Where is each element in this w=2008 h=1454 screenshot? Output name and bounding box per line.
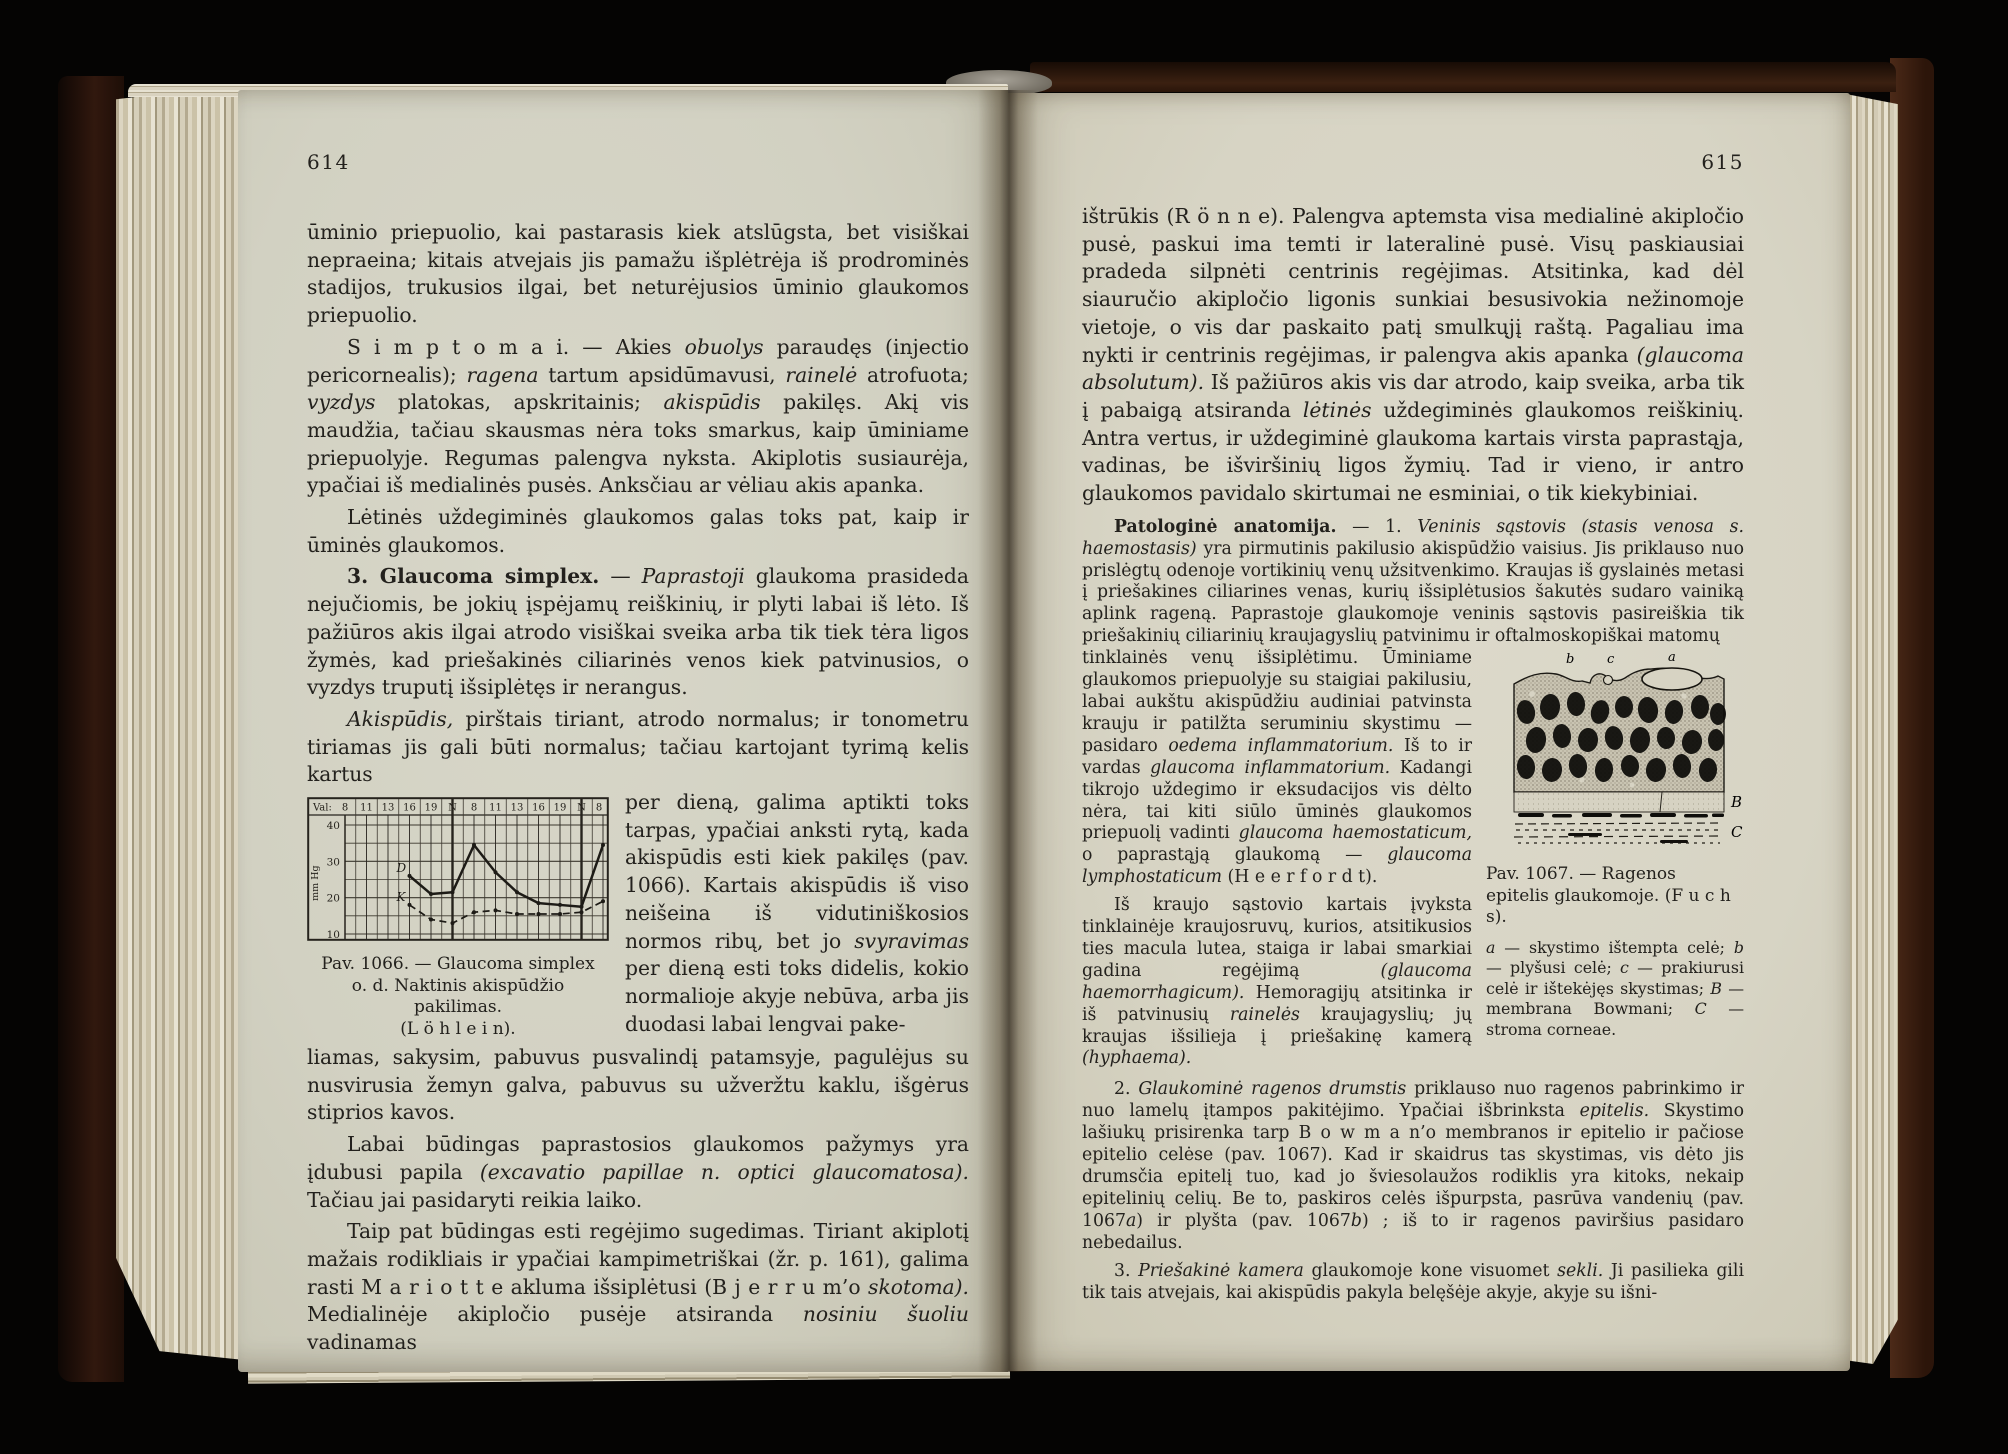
- paragraph-ragenos-drumstis: 2. Glaukominė ragenos drumstis priklauso nuo ragenos pabrinkimo ir nuo lamelų įtampos pakitėjimo. Ypačiai išbrinksta epitelis. Skystimo lašiukų prisirenka tarp B o w m a n’o membranos ir epitelio ir pačiose epitelio celėse (pav. 1067). Kad ir skaidrus tas skystimas, vis dėto jis drumsčia epitelį tuo, kad jo šviesolaužos rodiklis yra kitoks, nekaip epitelinių celių. Be to, paskiros celės išpurpsta, pasrūva vandenių (pav. 1067a) ir plyšta (pav. 1067b) ; iš to ir ragenos paviršius pasidaro nebedailus.: [1082, 1079, 1745, 1253]
- svg-text:8: 8: [595, 802, 603, 814]
- paragraph: Akispūdis, pirštais tiriant, atrodo normalus; ir tonometru tiriamas jis gali būti normalus; tačiau kartojant tyrimą kelis kartus: [307, 706, 969, 787]
- svg-text:40: 40: [326, 820, 340, 833]
- svg-text:11: 11: [360, 802, 373, 814]
- pav-1066-tension-chart: [307, 797, 609, 941]
- paragraph: Labai būdingas paprastosios glaukomos pažymys yra įdubusi papila (excavatio papillae n. optici glaucomatosa). Tačiau jai pasidaryti reikia laiko.: [307, 1132, 969, 1212]
- page-number-left: 614: [307, 150, 350, 174]
- book-cover-top-edge: [1030, 62, 1896, 92]
- paragraph: tinklainės venų išsiplėtimu. Ūminiame glaukomos priepuolyje su staigiai pakilusiu, labai aukštu akispūdžiu audiniai patvinsta krauju ir patilžta seruminiu skystimu — pasidaro oedema inflammatorium. Iš to ir vardas glaucoma inflammatorium. Kadangi tikrojo uždegimo ir eksudacijos vis dėlto nėra, tai kiti siūlo ūminės glaukomos priepuolį vadinti glaucoma haemostaticum, o paprastąją glaukomą — glaucoma lymphostaticum (H e e r f o r d t).: [1082, 648, 1472, 888]
- svg-text:30: 30: [326, 856, 340, 869]
- perforated-cell-c: [1604, 676, 1613, 685]
- label-c-icon: c: [1607, 652, 1615, 668]
- label-C-icon: C: [1731, 823, 1743, 842]
- paragraph: ištrūkis (R ö n n e). Palengva aptemsta visa medialinė akipločio pusė, paskui ima temti ir lateralinė pusė. Visų paskiausiai pradeda silpnėti centrinis regėjimas. Atsitinka, kad dėl siauručio akipločio ligonis sunkiai besusivokia nežinomoje vietoje, o vis dar paskaito patį smulkųjį raštą. Pagaliau ima nykti ir centrinis regėjimas, ir palengva akis apanka (glaucoma absolutum). Iš pažiūros akis vis dar atrodo, kaip sveika, arba tik į pabaigą atsiranda lėtinės uždegiminės glaukomos reiškinių. Antra vertus, ir uždegiminė glaukoma kartais virsta paprastąja, vadinas, be išviršinių ligos žymių. Tad ir vieno, ir antro glaukomos pavidalo skirtumai ne esminiai, o tik kiekybiniai.: [1082, 204, 1744, 506]
- page-stack-left: [116, 84, 244, 1360]
- paragraph: ūminio priepuolio, kai pastarasis kiek atslūgsta, bet visiškai nepraeina; kitais atvejais jis pamažu išplėtrėja iš prodrominės stadijos, trukusios ilgai, bet neturėjusios ūminio glaukomos priepuolio.: [307, 220, 969, 328]
- paragraph-simptomai: S i m p t o m a i. — Akies obuolys paraudęs (injectio pericornealis); ragena tartum apsidūmavusi, rainelė atrofuota; vyzdys platokas, apskritainis; akispūdis pakilęs. Akį vis maudžia, tačiau skausmas nėra toks smarkus, kaip ūminiame priepuolyje. Regumas palengva nyksta. Akiplotis susiaurėja, ypačiai iš medialinės pusės. Anksčiau ar vėliau akis apanka.: [307, 334, 969, 498]
- figure-1067-caption: Pav. 1067. — Ragenos epitelis glaukomoje. (F u c h s).: [1486, 864, 1731, 928]
- svg-text:19: 19: [553, 802, 567, 814]
- label-B-icon: B: [1731, 793, 1743, 812]
- svg-text:D: D: [396, 860, 407, 875]
- pathology-section: [1082, 517, 1744, 1071]
- stroma-rows: [1514, 823, 1724, 843]
- membrane-underline-dashes: [1518, 813, 1724, 818]
- paragraph-priesakine-kamera: 3. Priešakinė kamera glaukomoje kone visuomet sekli. Ji pasilieka gili tik tais atvejais, kai akispūdis pakyla belęšėje akyje, akyje su išni-: [1082, 1260, 1744, 1303]
- bowman-membrane-band: [1514, 792, 1724, 812]
- svg-text:11: 11: [489, 802, 502, 814]
- figure-1066: [307, 797, 609, 1040]
- paragraph: liamas, sakysim, pabuvus pusvalindį patamsyje, pagulėjus su nusvirusia žemyn galva, pabuvus su užveržtu kaklu, išgėrus stiprios kavos.: [307, 1045, 969, 1125]
- figure-1067: [1486, 652, 1744, 1040]
- caption-line: o. d. Naktinis akispūdžio pakilimas.: [351, 975, 565, 1018]
- book-gutter-shadow: [978, 90, 1038, 1372]
- stroma-thick-dashes: [1568, 833, 1688, 843]
- svg-text:Val:: Val:: [313, 802, 332, 814]
- svg-text:10: 10: [326, 929, 340, 942]
- paragraph: Taip pat būdingas esti regėjimo sugedimas. Tiriant akiplotį mažais rodikliais ir ypačiai kampimetriškai (žr. p. 161), galima rasti M a r i o t t e akluma išsiplėtusi (B j e r r u m’o skotoma). Medialinėje akipločio pusėje atsiranda nosiniu šuoliu vadinamas: [307, 1219, 969, 1355]
- book-cover-left-edge: [58, 76, 124, 1382]
- caption-line: Pav. 1066. — Glaucoma simplex: [321, 954, 595, 975]
- page-number-right: 615: [1701, 150, 1744, 174]
- paragraph-patologine-anatomija: Patologinė anatomija. — 1. Veninis sąstovis (stasis venosa s. haemostasis) yra pirmutinis pakilusio akispūdžio vaisius. Jis priklauso nuo prislėgtų odenoje vortikinių venų užsitvenkimo. Kraujas iš gyslainės metasi į priešakines ciliarines venas, kurių išsiplėtusios šakutės sudaro vainiką aplink rageną. Paprastoje glaukomoje veninis sąstovis pasireiškia tik priešakinių ciliarinių kraujagyslių patvinimu ir oftalmoskopiškai matomų: [1082, 516, 1744, 647]
- svg-text:20: 20: [326, 892, 340, 905]
- pav-1067-histology-image: [1512, 652, 1744, 852]
- svg-text:mm Hg: mm Hg: [310, 865, 321, 901]
- svg-text:13: 13: [510, 802, 524, 814]
- svg-text:19: 19: [424, 802, 438, 814]
- figure-1066-caption: [307, 954, 609, 1040]
- svg-text:8: 8: [470, 802, 478, 814]
- paragraph: per dieną, galima aptikti toks tarpas, ypačiai anksti rytą, kada akispūdis esti kiek pakilęs (pav. 1066). Kartais akispūdis iš viso neišeina iš vidutiniškosios normos ribų, bet jo svyravimas per dieną esti toks didelis, kokio normalioje akyje nebūva, arba jis duodasi labai lengvai pake-: [625, 790, 969, 1036]
- figure-1067-legend: a — skystimo ištempta celė; b — plyšusi celė; c — prakiurusi celė ir ištekėjęs skystimas; B — membrana Bowmani; C — stroma corneae.: [1486, 937, 1744, 1039]
- label-b-icon: b: [1566, 652, 1575, 668]
- paragraph: Lėtinės uždegiminės glaukomos galas toks pat, kaip ir ūminės glaukomos.: [307, 505, 969, 557]
- svg-text:16: 16: [532, 802, 545, 814]
- svg-text:16: 16: [403, 802, 416, 814]
- paragraph-glaucoma-simplex: 3. Glaucoma simplex. — Paprastoji glaukoma prasideda nejučiomis, be jokių įspėjamų reiškinių, ir plyti labai iš lėto. Iš pažiūros akis ilgai atrodo visiškai sveika arba tik tiek tėra ligos žymės, kad priešakinės ciliarinės venos kiek patvinusios, o vyzdys truputį išsiplėtęs ir nerangus.: [307, 564, 969, 700]
- svg-text:N: N: [448, 802, 457, 814]
- distended-cell-a: [1642, 668, 1702, 690]
- label-a-icon: a: [1668, 652, 1676, 666]
- right-page-text-column: [1082, 150, 1744, 1304]
- svg-text:8: 8: [341, 802, 349, 814]
- paragraph: Iš kraujo sąstovio kartais įvyksta tinklainėje kraujosruvų, kurios, atsitikusios ties macula lutea, staiga ir labai smarkiai gadina regėjimą (glaucoma haemorrhagicum). Hemoragijų atsitinka ir iš patvinusių rainelės kraujagyslių; jų kraujas išsilieja į priešakinę kamerą (hyphaema).: [1082, 895, 1472, 1069]
- caption-line: (L ö h l e i n).: [400, 1018, 516, 1039]
- chart-wrap-section: [307, 789, 969, 1038]
- left-page-text-column: [307, 150, 969, 1357]
- svg-text:N: N: [577, 802, 586, 814]
- page-stack-right: [1846, 94, 1898, 1364]
- svg-text:K: K: [396, 889, 406, 904]
- svg-text:13: 13: [381, 802, 395, 814]
